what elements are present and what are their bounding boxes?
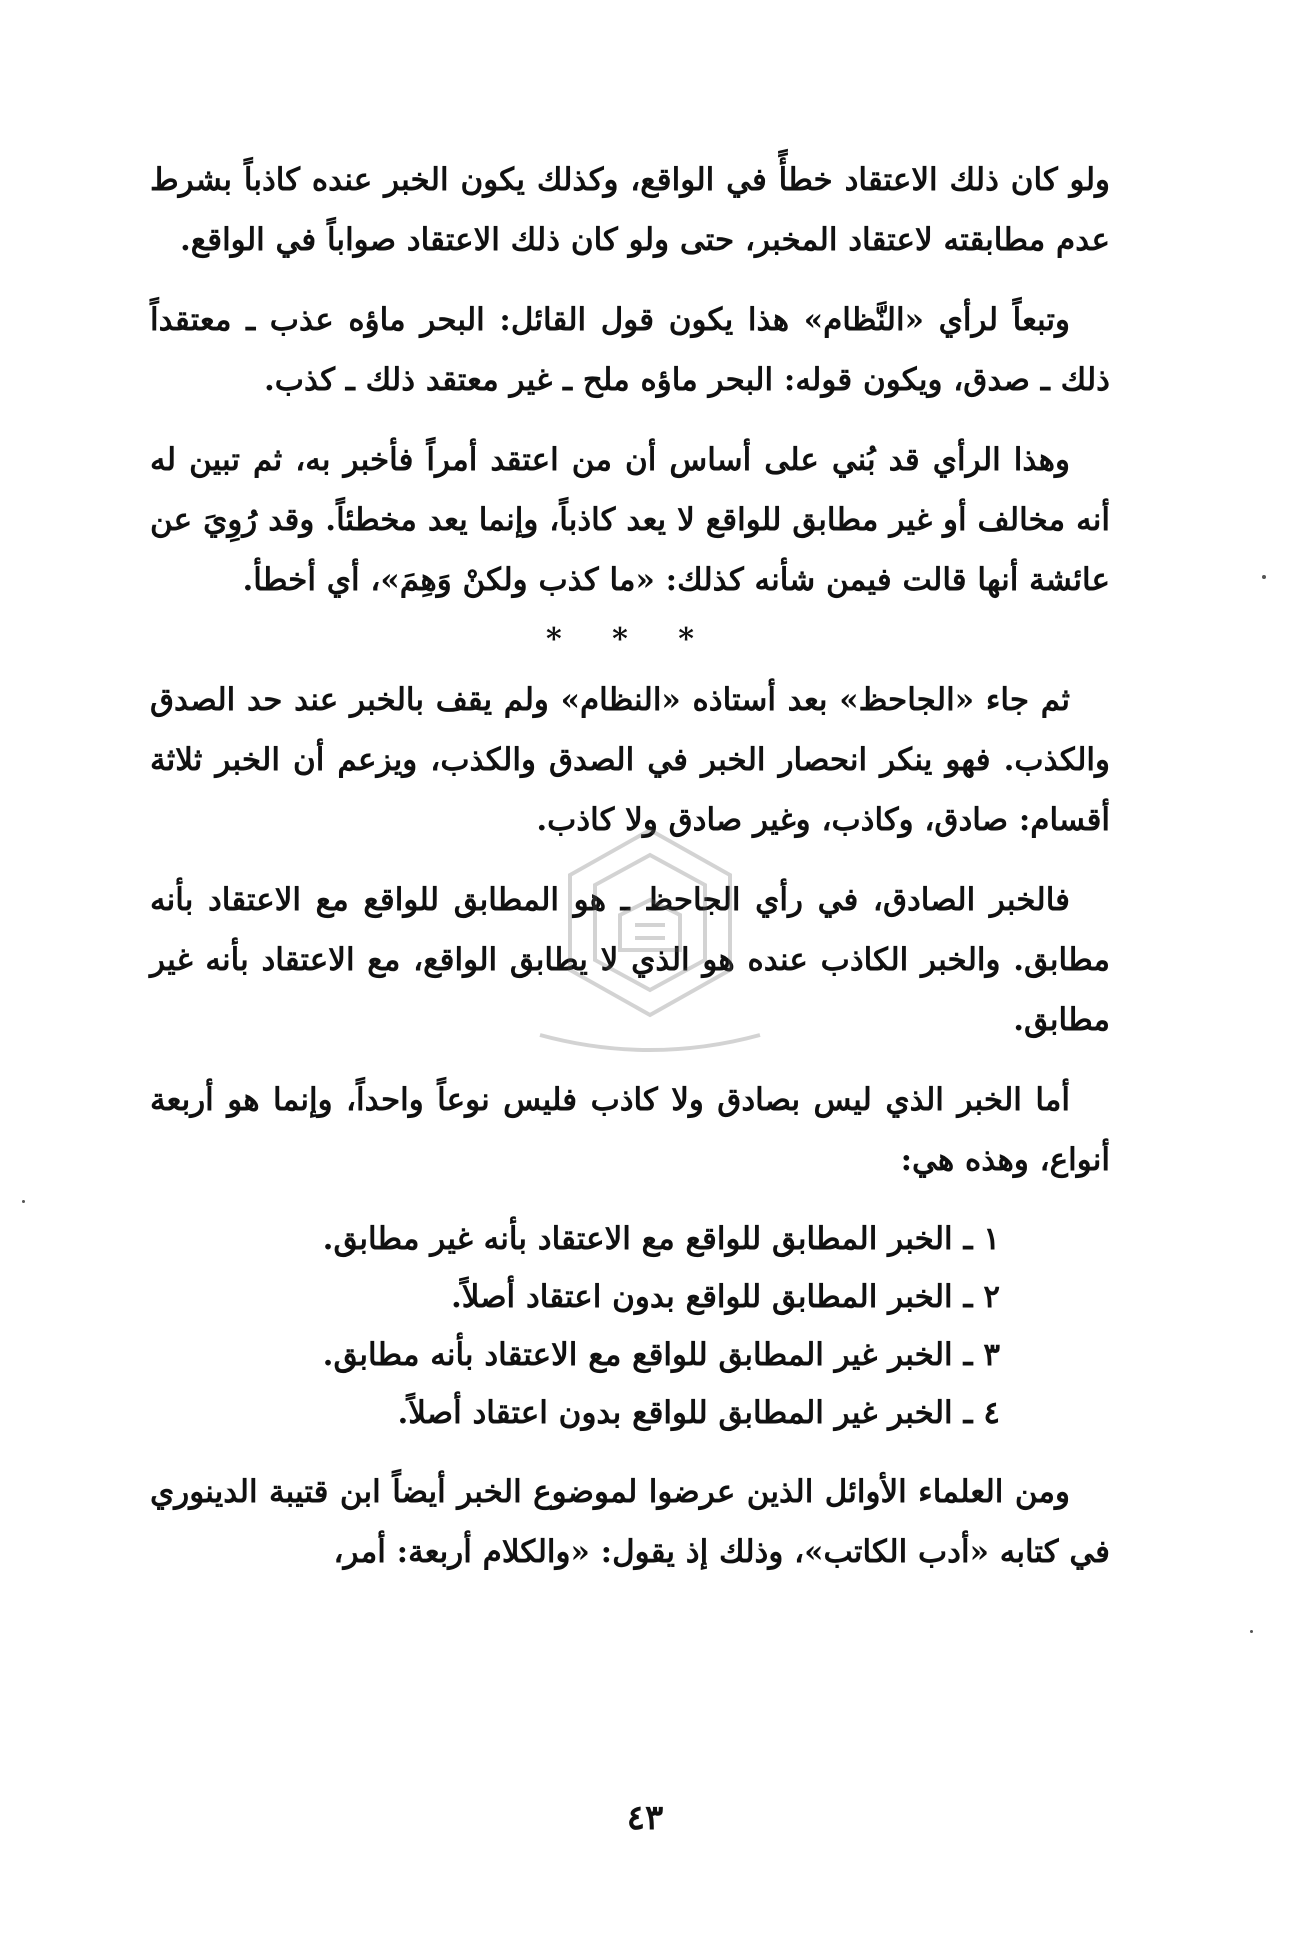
paragraph-3: وهذا الرأي قد بُني على أساس أن من اعتقد أمراً فأخبر به، ثم تبين له أنه مخالف أو غير مطابق للواقع لا يعد كاذباً، وإنما يعد مخطئاً. وقد رُوِيَ عن عائشة أنها قالت فيمن شأنه كذلك: «ما كذب ولكنْ وَهِمَ»، أي أخطأ. — [150, 442, 1110, 598]
page-number: ٤٣ — [626, 1798, 664, 1838]
section-separator: * * * — [546, 622, 714, 657]
scan-speck — [1250, 1630, 1253, 1633]
paragraph-5: فالخبر الصادق، في رأي الجاحظ ـ هو المطابق للواقع مع الاعتقاد بأنه مطابق. والخبر الكاذب عنده هو الذي لا يطابق الواقع، مع الاعتقاد بأنه غير مطابق. — [150, 882, 1110, 1038]
list-item: ١ ـ الخبر المطابق للواقع مع الاعتقاد بأنه غير مطابق. — [322, 1221, 1000, 1257]
paragraph-1: ولو كان ذلك الاعتقاد خطأً في الواقع، وكذلك يكون الخبر عنده كاذباً بشرط عدم مطابقته لاعتقاد المخبر، حتى ولو كان ذلك الاعتقاد صواباً في الواقع. — [150, 162, 1110, 258]
paragraph-7: ومن العلماء الأوائل الذين عرضوا لموضوع الخبر أيضاً ابن قتيبة الدينوري في كتابه «أدب الكاتب»، وذلك إذ يقول: «والكلام أربعة: أمر، — [150, 1474, 1110, 1570]
scan-speck — [1262, 575, 1266, 579]
paragraph-4: ثم جاء «الجاحظ» بعد أستاذه «النظام» ولم يقف بالخبر عند حد الصدق والكذب. فهو ينكر انحصار الخبر في الصدق والكذب، ويزعم أن الخبر ثلاثة أقسام: صادق، وكاذب، وغير صادق ولا كاذب. — [150, 682, 1110, 838]
list-item: ٣ ـ الخبر غير المطابق للواقع مع الاعتقاد بأنه مطابق. — [322, 1337, 1000, 1373]
list-item: ٢ ـ الخبر المطابق للواقع بدون اعتقاد أصلاً. — [450, 1279, 1000, 1315]
paragraph-6: أما الخبر الذي ليس بصادق ولا كاذب فليس نوعاً واحداً، وإنما هو أربعة أنواع، وهذه هي: — [150, 1082, 1110, 1178]
scan-speck — [22, 1200, 25, 1203]
body-text — [150, 150, 1110, 1602]
paragraph-2: وتبعاً لرأي «النَّظام» هذا يكون قول القائل: البحر ماؤه عذب ـ معتقداً ذلك ـ صدق، ويكون قوله: البحر ماؤه ملح ـ غير معتقد ذلك ـ كذب. — [150, 302, 1110, 398]
list-item: ٤ ـ الخبر غير المطابق للواقع بدون اعتقاد أصلاً. — [397, 1395, 1000, 1431]
numbered-list — [150, 1210, 1110, 1442]
